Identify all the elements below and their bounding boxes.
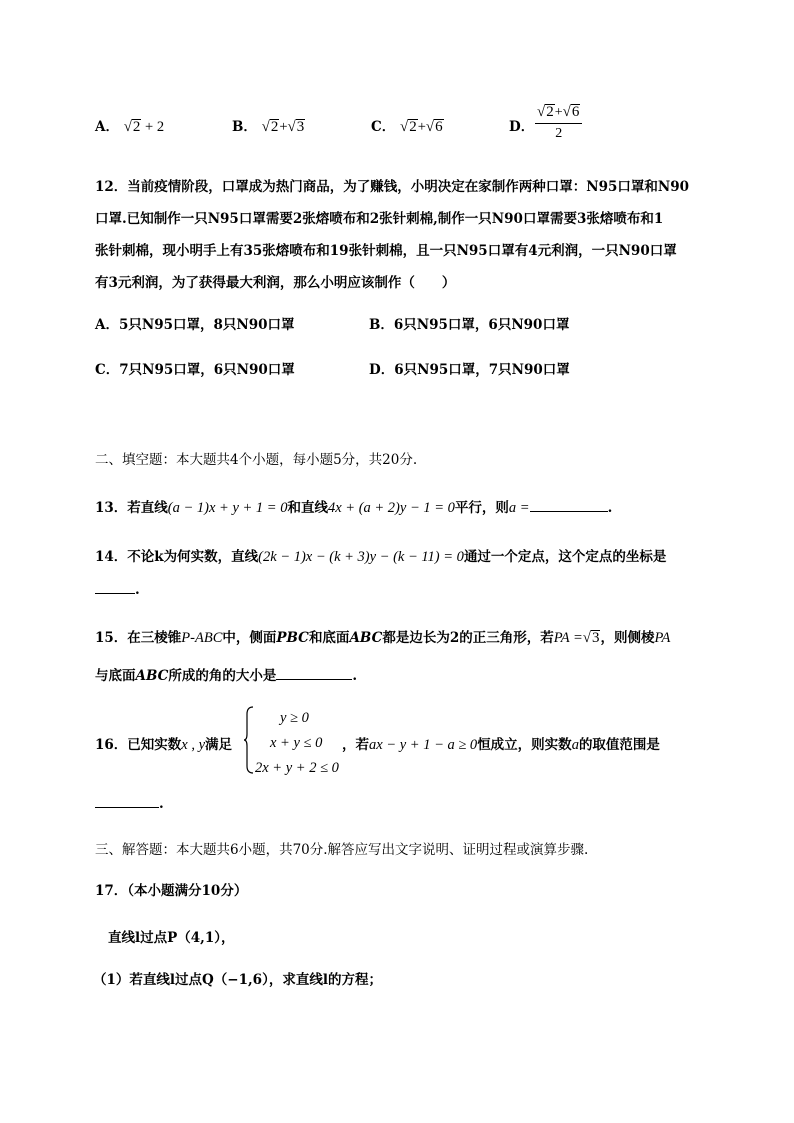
q16-text: 的取值范围是 [578,737,660,753]
question-16-line-2 [95,793,164,814]
radicand: 2 [409,119,417,135]
radicand: 3 [296,119,305,135]
question-17-part-1: （1）若直线l过点Q（−1,6），求直线l的方程； [93,972,382,988]
section-3-heading: 三、解答题：本大题共6小题，共70分.解答应写出文字说明、证明过程或演算步骤. [95,842,589,858]
option-label: D． [509,119,535,135]
q15-pyramid-name: P-ABC [181,630,223,646]
option-label: C． [371,119,396,135]
q13-end: . [607,500,613,516]
q15-text: ，则侧棱 [600,630,655,646]
q12-line-2: 口罩.已知制作一只N95口罩需要2张熔喷布和2张针刺棉,制作一只N90口罩需要3张熔喷布和1 [95,211,664,227]
q12-option-c: C．7只N95口罩，6只N90口罩 [95,362,295,378]
q11-option-b [232,117,305,137]
left-brace-icon [243,706,255,774]
q15-text: 都是边长为2的正三角形，若 [382,630,554,646]
radicand: 6 [435,119,443,135]
q15-face-abc: ABC [135,668,169,684]
q12-line-1: 12．当前疫情阶段，口罩成为热门商品，为了赚钱，小明决定在家制作两种口罩：N95口罩和N90 [95,179,690,195]
q16-inequality: ax − y + 1 − a ≥ 0 [369,737,478,753]
q16-system-row-2: x + y ≤ 0 [270,735,323,751]
q13-text: 平行，则 [454,500,509,516]
q15-text: 中，侧面 [222,630,277,646]
sqrt-symbol: √6 [562,104,580,120]
q15-edge-pa: PA [654,630,671,646]
answer-blank[interactable] [95,579,135,594]
option-text: + 2 [141,119,165,135]
fraction-numerator [535,104,582,124]
q16-text: 16．已知实数 [95,737,182,753]
radicand: 3 [591,630,600,646]
q11-option-d-fraction [535,104,582,142]
q16-end: . [159,796,164,812]
option-label: B． [232,119,257,135]
q11-option-c [371,117,444,137]
option-label: A． [95,119,119,135]
q16-text: ，若 [342,737,369,753]
q15-face-abc: ABC [349,630,383,646]
q16-system-row-3: 2x + y + 2 ≤ 0 [255,760,339,776]
q11-option-d-label [509,117,534,137]
q14-equation: (2k − 1)x − (k + 3)y − (k − 11) = 0 [258,549,464,565]
question-14-line-1 [95,547,666,567]
question-17-line-1: 直线l过点P（4,1）， [108,930,235,946]
question-16-line-1 [95,735,232,755]
section-2-heading: 二、填空题：本大题共4个小题，每小题5分，共20分. [95,452,418,468]
answer-blank[interactable] [95,793,159,808]
sqrt-symbol: √2 [123,119,141,135]
radicand: 6 [571,104,580,120]
sqrt-symbol: √2 [399,119,417,135]
q15-text: 15．在三棱锥 [95,630,182,646]
q15-face-pbc: PBC [276,630,309,646]
plus-sign: + [417,119,426,135]
q16-text: 恒成立，则实数 [477,737,572,753]
radicand: 2 [546,104,554,120]
q16-variables: x , y [181,737,206,753]
question-16-condition [342,735,660,755]
question-15-line-1 [95,628,670,648]
question-13 [95,497,612,518]
q16-system-row-1: y ≥ 0 [280,710,309,726]
q13-equation-1: (a − 1)x + y + 1 = 0 [167,500,288,516]
answer-blank[interactable] [276,665,352,680]
q16-variable-a: a [571,737,579,753]
q12-option-d: D．6只N95口罩，7只N90口罩 [369,362,570,378]
question-14-line-2 [95,579,140,600]
q15-equation: PA = [553,630,583,646]
sqrt-symbol: √3 [582,630,600,646]
q13-text: 和直线 [287,500,328,516]
q16-text: 满足 [205,737,233,753]
q14-text: 14．不论k为何实数，直线 [95,549,259,565]
q11-option-a [95,117,164,137]
q15-text: 和底面 [308,630,350,646]
sqrt-symbol: √6 [425,119,443,135]
q12-option-a: A．5只N95口罩，8只N90口罩 [95,317,295,333]
fraction-denominator: 2 [555,126,563,141]
plus-sign: + [554,105,563,120]
radicand: 2 [270,119,279,135]
q15-end: . [352,668,358,684]
q15-text: 所成的角的大小是 [168,668,277,684]
q13-text: 13．若直线 [95,500,168,516]
radicand: 2 [132,119,141,135]
q13-equation-2: 4x + (a + 2)y − 1 = 0 [327,500,455,516]
q12-line-4: 有3元利润，为了获得最大利润，那么小明应该制作（ ） [95,275,456,291]
q14-text: 通过一个定点，这个定点的坐标是 [463,549,667,565]
q15-text: 与底面 [95,668,136,684]
plus-sign: + [279,119,288,135]
sqrt-symbol: √3 [287,119,305,135]
q12-line-3: 张针刺棉，现小明手上有35张熔喷布和19张针刺棉，且一只N95口罩有4元利润，一只N90口罩 [95,243,677,259]
q14-end: . [135,582,140,598]
q13-variable: a = [508,500,530,516]
sqrt-symbol: √2 [261,119,279,135]
sqrt-symbol: √2 [537,104,554,120]
q12-option-b: B．6只N95口罩，6只N90口罩 [369,317,570,333]
question-15-line-2 [95,665,357,686]
question-17-title: 17．（本小题满分10分） [95,883,248,899]
answer-blank[interactable] [530,497,608,512]
